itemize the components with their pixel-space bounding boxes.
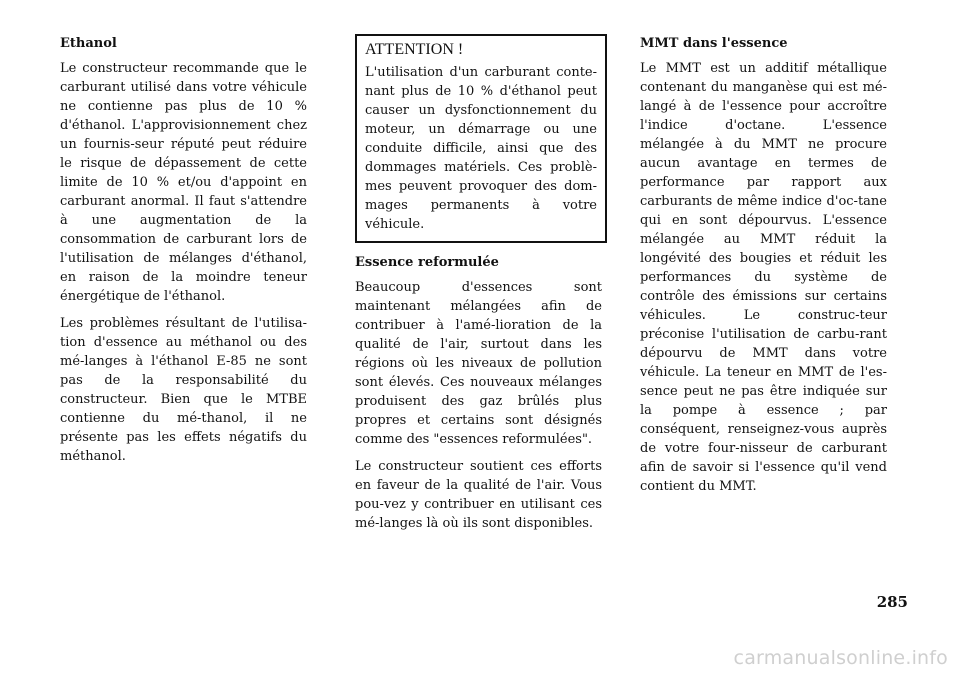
ethanol-paragraph-2: Les problèmes résultant de l'utilisa-tion d'essence au méthanol ou des mé-langes à l'éthanol E-85 ne sont pas de la responsabilité du constructeur. Bien que le MTBE contienne du mé-thanol, il ne présente pas les effets négatifs du méthanol.: [60, 316, 307, 464]
right-column: [640, 34, 887, 504]
attention-text: L'utilisation d'un carburant conte-nant plus de 10 % d'éthanol peut causer un dysfonctionnement du moteur, un démarrage ou une conduite difficile, ainsi que des dommages matériels. Ces problè-mes peuvent provoquer des dom-mages permanents à votre véhicule.: [365, 65, 597, 232]
section-heading-mmt: MMT dans l'essence: [640, 36, 788, 51]
attention-warning-box: [355, 34, 607, 243]
mmt-paragraph-1: Le MMT est un additif métallique contenant du manganèse qui est mé-langé à de l'essence pour accroître l'indice d'octane. L'essence mélangée à du MMT ne procure aucun avantage en termes de performance par rapport aux carburants de même indice d'oc-tane qui en sont dépourvus. L'essence mélangée au MMT réduit la longévité des bougies et réduit les performances du système de contrôle des émissions sur certains véhicules. Le construc-teur préconise l'utilisation de carbu-rant dépourvu de MMT dans votre véhicule. La teneur en MMT de l'es-sence peut ne pas être indiquée sur la pompe à essence ; par conséquent, renseignez-vous auprès de votre four-nisseur de carburant afin de savoir si l'essence qu'il vend contient du MMT.: [640, 61, 887, 494]
section-heading-ethanol: Ethanol: [60, 36, 117, 51]
watermark-text: carmanualsonline.info: [733, 647, 948, 669]
middle-column: [355, 34, 602, 541]
left-column: [60, 34, 307, 474]
reformulated-paragraph-2: Le constructeur soutient ces efforts en faveur de la qualité de l'air. Vous pou-vez y contribuer en utilisant ces mé-langes là où ils sont disponibles.: [355, 459, 602, 531]
page-number: 285: [876, 593, 908, 611]
attention-title: ATTENTION !: [365, 41, 464, 58]
ethanol-paragraph-1: Le constructeur recommande que le carburant utilisé dans votre véhicule ne contienne pas plus de 10 % d'éthanol. L'approvisionnement chez un fournis-seur réputé peut réduire le risque de dépassement de cette limite de 10 % et/ou d'appoint en carburant anormal. Il faut s'attendre à une augmentation de la consommation de carburant lors de l'utilisation de mélanges d'éthanol, en raison de la moindre teneur énergétique de l'éthanol.: [60, 61, 307, 304]
reformulated-paragraph-1: Beaucoup d'essences sont maintenant mélangées afin de contribuer à l'amé-lioration de la qualité de l'air, surtout dans les régions où les niveaux de pollution sont élevés. Ces nouveaux mélanges produisent des gaz brûlés plus propres et certains sont désignés comme des "essences reformulées".: [355, 280, 602, 447]
section-heading-reformulated-gasoline: Essence reformulée: [355, 255, 499, 270]
